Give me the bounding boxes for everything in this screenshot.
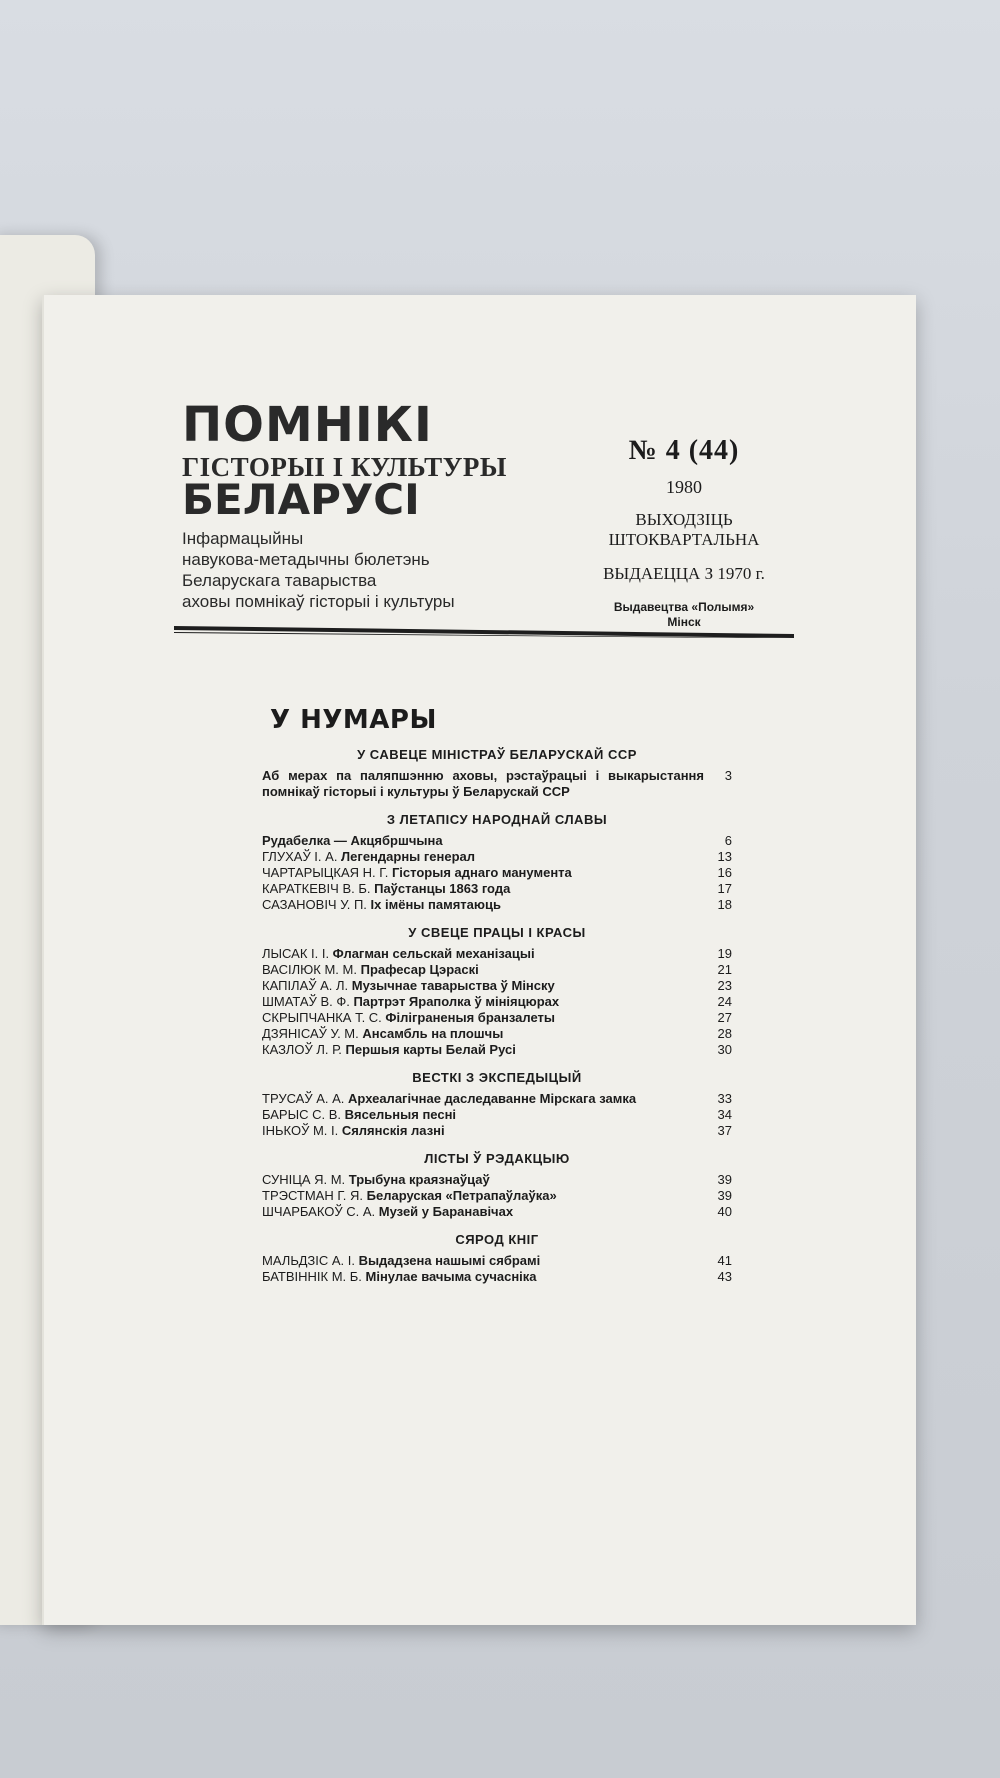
entry-title: Легендарны генерал (341, 849, 476, 864)
entry-title: Партрэт Яраполка ў мініяцюрах (353, 994, 560, 1009)
entry-title: Вясельныя песні (344, 1107, 457, 1122)
entry-text (262, 897, 704, 913)
frequency (564, 510, 804, 550)
entry-page: 43 (717, 1269, 732, 1284)
entry-page: 24 (717, 994, 732, 1009)
entry-title: Гісторыя аднаго манумента (391, 865, 572, 880)
entry-text (262, 1188, 704, 1204)
entry-page: 19 (717, 946, 732, 961)
entry-title: Аб мерах па паляпшэнню аховы, рэстаўрацыі і выкарыстання помнікаў гісторыі і культуры ў Беларускай ССР (262, 768, 704, 799)
entry-author: КАРАТКЕВІЧ В. Б. (262, 881, 375, 896)
entry-page: 6 (724, 833, 732, 848)
contents-entry (262, 1188, 732, 1204)
contents-entry (262, 1172, 732, 1188)
contents-entry (262, 1253, 732, 1269)
contents-entry (262, 833, 732, 849)
entry-title: Рудабелка — Акцябршчына (262, 833, 443, 848)
entry-author: ДЗЯНІСАЎ У. М. (262, 1026, 363, 1041)
entry-text (262, 946, 704, 962)
entry-page: 16 (717, 865, 732, 880)
entry-page: 13 (717, 849, 732, 864)
entry-page: 33 (717, 1091, 732, 1106)
publisher-line: Мінск (667, 615, 701, 629)
entry-page: 21 (717, 962, 732, 977)
entry-text (262, 1204, 704, 1220)
entry-title: Прафесар Цэраскі (360, 962, 479, 977)
contents-entry (262, 1026, 732, 1042)
entry-title: Ансамбль на плошчы (362, 1026, 504, 1041)
entry-page: 39 (717, 1172, 732, 1187)
issue-info (564, 435, 804, 630)
magazine-page (42, 295, 916, 1625)
contents-entry (262, 865, 732, 881)
entry-author: МАЛЬДЗІС А. І. (262, 1253, 359, 1268)
contents-entry (262, 1091, 732, 1107)
entry-author: ШМАТАЎ В. Ф. (262, 994, 354, 1009)
contents-entry (262, 1204, 732, 1220)
entry-author: СУНІЦА Я. М. (262, 1172, 349, 1187)
entry-title: Філіграненыя бранзалеты (385, 1010, 555, 1025)
entry-text (262, 1026, 704, 1042)
entry-text (262, 978, 704, 994)
masthead (182, 397, 562, 612)
contents-entry (262, 1123, 732, 1139)
entry-author: ЧАРТАРЫЦКАЯ Н. Г. (262, 865, 392, 880)
contents-entry (262, 994, 732, 1010)
contents-entry (262, 1269, 732, 1285)
entry-text (262, 881, 704, 897)
entry-text (262, 849, 704, 865)
entry-author: БАРЫС С. В. (262, 1107, 345, 1122)
header-rule (174, 626, 794, 638)
entry-title: Трыбуна краязнаўцаў (348, 1172, 490, 1187)
entry-page: 34 (717, 1107, 732, 1122)
entry-title: Выдадзена нашымі сябрамі (358, 1253, 541, 1268)
description-line: аховы помнікаў гісторыі і культуры (182, 592, 455, 611)
description-line: Беларускага таварыства (182, 571, 377, 590)
entry-page: 18 (717, 897, 732, 912)
title-line-1: ПОМНІКІ (182, 397, 433, 453)
section-title: ЛІСТЫ Ў РЭДАКЦЫЮ (424, 1151, 570, 1166)
entry-title: Сялянскія лазні (341, 1123, 445, 1138)
entry-author: СКРЫПЧАНКА Т. С. (262, 1010, 386, 1025)
entry-page: 41 (717, 1253, 732, 1268)
title-line-3: БЕЛАРУСІ (182, 475, 420, 524)
entry-text (262, 994, 704, 1010)
entry-author: БАТВІННІК М. Б. (262, 1269, 366, 1284)
entry-title: Іх імёны памятаюць (370, 897, 501, 912)
section-title: У САВЕЦЕ МІНІСТРАЎ БЕЛАРУСКАЙ ССР (357, 747, 637, 762)
entry-text (262, 1010, 704, 1026)
frequency-line: ВЫХОДЗІЦЬ (635, 510, 733, 529)
entry-text (262, 1123, 704, 1139)
entry-author: ЛЫСАК І. І. (262, 946, 333, 961)
contents-sections (262, 747, 732, 1285)
description-line: навукова-метадычны бюлетэнь (182, 550, 430, 569)
entry-text (262, 962, 704, 978)
contents-heading: У НУМАРЫ (270, 705, 437, 735)
entry-text (262, 768, 704, 800)
entry-title: Мінулае вачыма сучасніка (365, 1269, 537, 1284)
entry-text (262, 1107, 704, 1123)
section-title: З ЛЕТАПІСУ НАРОДНАЙ СЛАВЫ (386, 812, 608, 827)
entry-page: 17 (717, 881, 732, 896)
entry-text (262, 865, 704, 881)
entry-author: ВАСІЛЮК М. М. (262, 962, 361, 977)
entry-text (262, 833, 704, 849)
bulletin-description (182, 528, 562, 612)
frequency-line: ШТОКВАРТАЛЬНА (608, 530, 760, 549)
contents-entry (262, 768, 732, 800)
entry-author: ШЧАРБАКОЎ С. А. (262, 1204, 379, 1219)
entry-author: САЗАНОВІЧ У. П. (262, 897, 371, 912)
contents-entry (262, 946, 732, 962)
entry-author: ІНЬКОЎ М. І. (262, 1123, 342, 1138)
entry-text (262, 1253, 704, 1269)
entry-author: ТРУСАЎ А. А. (262, 1091, 349, 1106)
entry-title: Першыя карты Белай Русі (345, 1042, 516, 1057)
entry-author: ГЛУХАЎ І. А. (262, 849, 342, 864)
entry-author: КАЗЛОЎ Л. Р. (262, 1042, 346, 1057)
issue-number: № 4 (44) (628, 435, 740, 466)
entry-title: Флагман сельскай механізацыі (332, 946, 535, 961)
entry-page: 37 (717, 1123, 732, 1138)
contents-entry (262, 1107, 732, 1123)
description-line: Інфармацыйны (182, 529, 304, 548)
entry-text (262, 1042, 704, 1058)
entry-title: Беларуская «Петрапаўлаўка» (366, 1188, 557, 1203)
publisher-line: Выдавецтва «Полымя» (613, 600, 755, 614)
entry-page: 3 (724, 768, 732, 783)
entry-title: Археалагічнае даследаванне Мірскага замка (348, 1091, 637, 1106)
title-line-2: ГІСТОРЫІ І КУЛЬТУРЫ (182, 452, 507, 482)
published-since: ВЫДАЕЦЦА З 1970 г. (603, 564, 765, 583)
entry-text (262, 1091, 704, 1107)
entry-page: 27 (717, 1010, 732, 1025)
entry-page: 28 (717, 1026, 732, 1041)
entry-text (262, 1269, 704, 1285)
contents-entry (262, 849, 732, 865)
section-title: СЯРОД КНІГ (455, 1232, 539, 1247)
table-of-contents (262, 705, 732, 1285)
contents-entry (262, 962, 732, 978)
entry-text (262, 1172, 704, 1188)
section-title: ВЕСТКІ З ЭКСПЕДЫЦЫЙ (412, 1070, 582, 1085)
contents-entry (262, 1042, 732, 1058)
section-title: У СВЕЦЕ ПРАЦЫ І КРАСЫ (408, 925, 586, 940)
issue-year: 1980 (666, 477, 702, 497)
entry-author: ТРЭСТМАН Г. Я. (262, 1188, 367, 1203)
entry-title: Музей у Баранавічах (378, 1204, 514, 1219)
entry-page: 23 (717, 978, 732, 993)
contents-entry (262, 1010, 732, 1026)
entry-title: Паўстанцы 1863 года (374, 881, 511, 896)
entry-page: 30 (717, 1042, 732, 1057)
entry-author: КАПІЛАЎ А. Л. (262, 978, 352, 993)
contents-entry (262, 881, 732, 897)
contents-entry (262, 978, 732, 994)
contents-entry (262, 897, 732, 913)
entry-title: Музычнае таварыства ў Мінску (351, 978, 555, 993)
entry-page: 40 (717, 1204, 732, 1219)
entry-page: 39 (717, 1188, 732, 1203)
